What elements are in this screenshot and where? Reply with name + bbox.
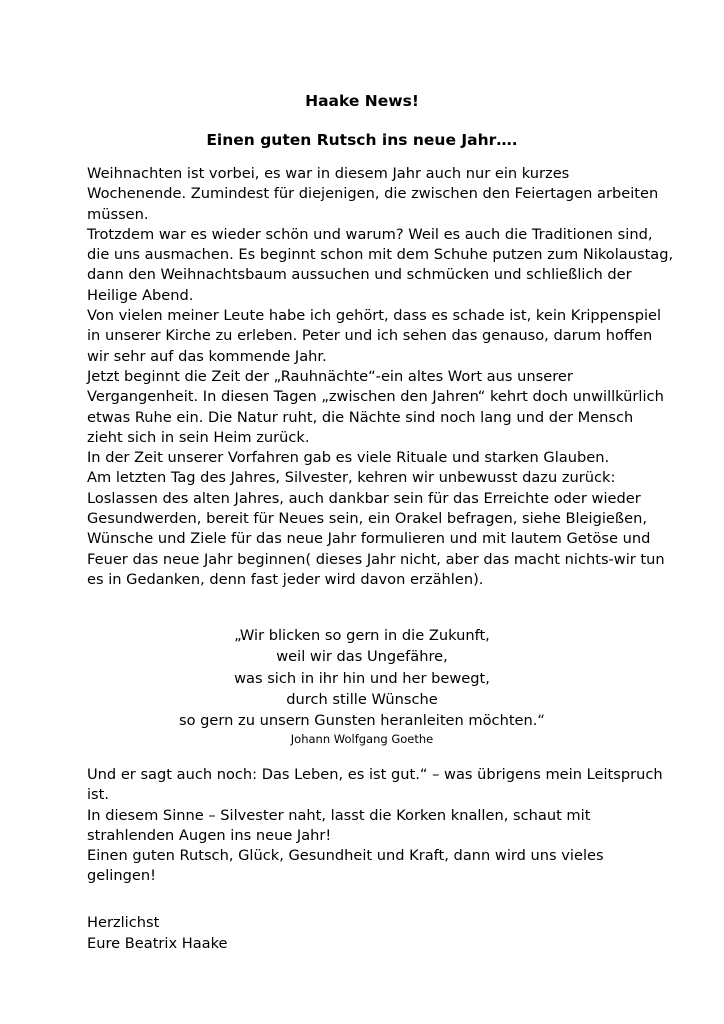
body-line: In der Zeit unserer Vorfahren gab es viele Rituale und starken Glauben. bbox=[87, 449, 610, 467]
body-line: wir sehr auf das kommende Jahr. bbox=[87, 347, 327, 365]
body-line: Weihnachten ist vorbei, es war in diesem Jahr auch nur ein kurzes bbox=[87, 165, 570, 182]
closing-text bbox=[87, 765, 663, 887]
body-line: Gesundwerden, bereit für Neues sein, ein Orakel befragen, siehe Bleigießen, bbox=[87, 510, 647, 528]
closing-line: ist. bbox=[87, 786, 110, 804]
body-line: es in Gedanken, denn fast jeder wird davon erzählen). bbox=[87, 570, 484, 588]
closing-line: strahlenden Augen ins neue Jahr! bbox=[87, 826, 332, 844]
quote-line: „Wir blicken so gern in die Zukunft, bbox=[234, 627, 490, 644]
body-text bbox=[87, 164, 674, 590]
body-line: dann den Weihnachtsbaum aussuchen und schmücken und schließlich der bbox=[87, 266, 632, 284]
body-line: Von vielen meiner Leute habe ich gehört, dass es schade ist, kein Krippenspiel bbox=[87, 307, 662, 325]
document-subtitle: Einen guten Rutsch ins neue Jahr…. bbox=[206, 131, 518, 149]
document-title: Haake News! bbox=[305, 92, 419, 110]
body-line: müssen. bbox=[87, 205, 149, 223]
closing-line: gelingen! bbox=[87, 867, 156, 885]
body-line: etwas Ruhe ein. Die Natur ruht, die Nächte sind noch lang und der Mensch bbox=[87, 408, 634, 426]
quote-line: was sich in ihr hin und her bewegt, bbox=[234, 669, 490, 687]
body-line: Feuer das neue Jahr beginnen( dieses Jahr nicht, aber das macht nichts-wir tun bbox=[87, 550, 665, 568]
body-line: Jetzt beginnt die Zeit der „Rauhnächte“-ein altes Wort aus unserer bbox=[87, 367, 573, 385]
body-line: Wochenende. Zumindest für diejenigen, die zwischen den Feiertagen arbeiten bbox=[87, 185, 659, 203]
body-line: in unserer Kirche zu erleben. Peter und ich sehen das genauso, darum hoffen bbox=[87, 327, 653, 345]
body-line: Loslassen des alten Jahres, auch dankbar sein für das Erreichte oder wieder bbox=[87, 489, 641, 507]
body-line: Heilige Abend. bbox=[87, 286, 194, 304]
closing-line: Einen guten Rutsch, Glück, Gesundheit und Kraft, dann wird uns vieles bbox=[87, 847, 604, 865]
quote-line: weil wir das Ungefähre, bbox=[276, 648, 448, 666]
quote-line: so gern zu unsern Gunsten heranleiten möchten.“ bbox=[179, 712, 545, 730]
body-line: Wünsche und Ziele für das neue Jahr formulieren und mit lautem Getöse und bbox=[87, 530, 651, 548]
body-line: Trotzdem war es wieder schön und warum? Weil es auch die Traditionen sind, bbox=[87, 225, 653, 243]
quote-author: Johann Wolfgang Goethe bbox=[290, 732, 434, 747]
body-line: zieht sich in sein Heim zurück. bbox=[87, 428, 310, 446]
body-line: Vergangenheit. In diesen Tagen „zwischen den Jahren“ kehrt doch unwillkürlich bbox=[87, 388, 664, 406]
signature-name: Eure Beatrix Haake bbox=[87, 934, 228, 952]
goethe-quote bbox=[0, 625, 724, 748]
signature-greeting: Herzlichst bbox=[87, 914, 160, 931]
closing-line: In diesem Sinne – Silvester naht, lasst die Korken knallen, schaut mit bbox=[87, 806, 591, 824]
body-line: die uns ausmachen. Es beginnt schon mit dem Schuhe putzen zum Nikolaustag, bbox=[87, 246, 674, 264]
closing-line: Und er sagt auch noch: Das Leben, es ist gut.“ – was übrigens mein Leitspruch bbox=[87, 766, 663, 783]
quote-line: durch stille Wünsche bbox=[286, 690, 438, 708]
signature-block bbox=[87, 913, 228, 954]
body-line: Am letzten Tag des Jahres, Silvester, kehren wir unbewusst dazu zurück: bbox=[87, 469, 616, 487]
